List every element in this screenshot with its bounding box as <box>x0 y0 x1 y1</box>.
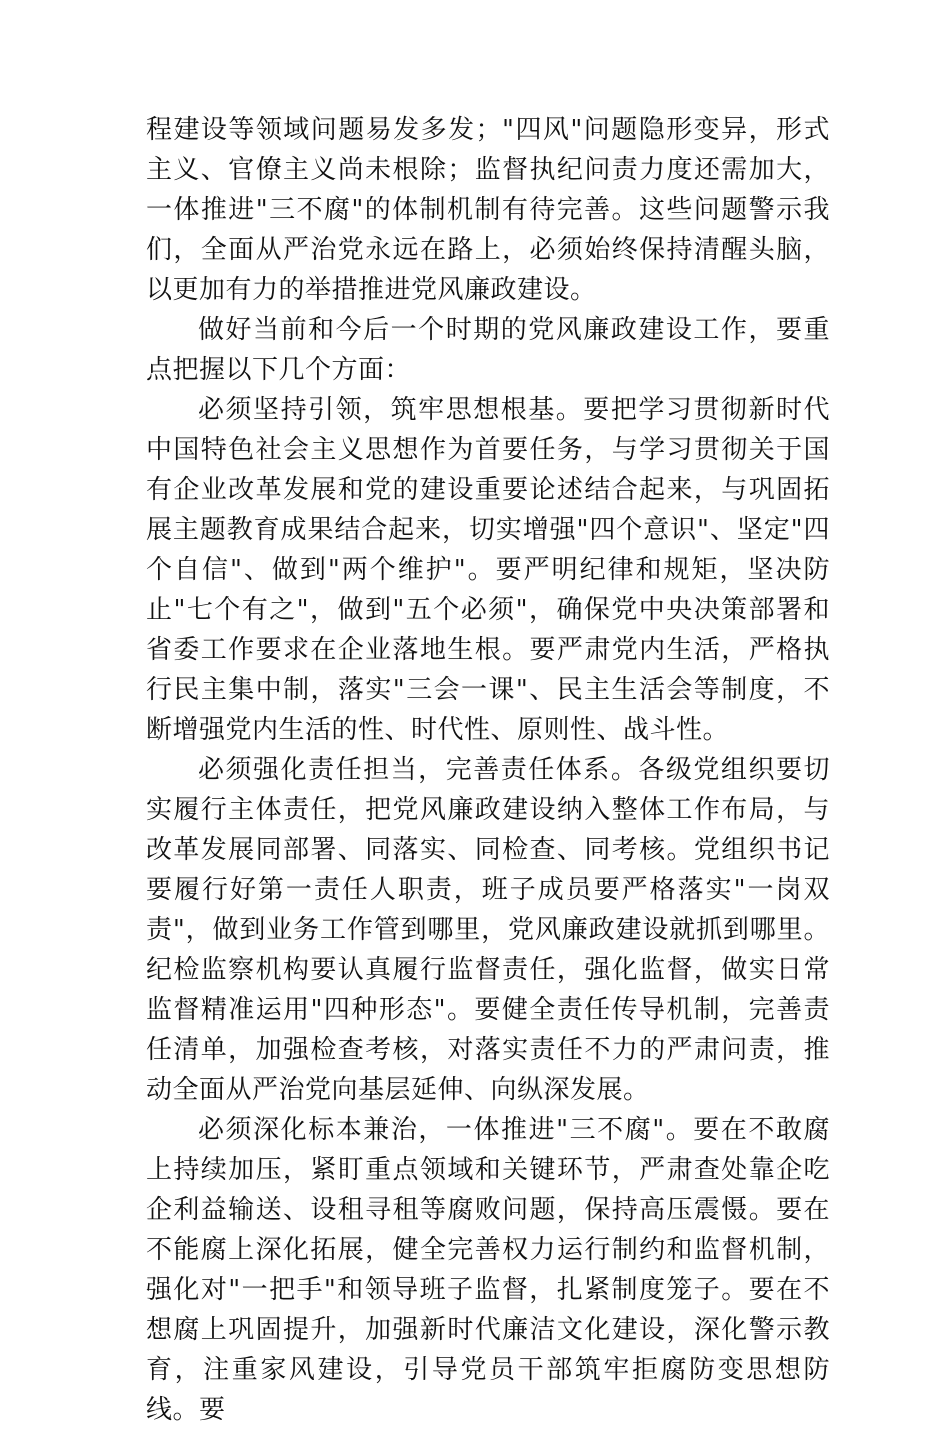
paragraph-guidance: 必须坚持引领，筑牢思想根基。要把学习贯彻新时代中国特色社会主义思想作为首要任务，与学习贯彻关于国有企业改革发展和党的建设重要论述结合起来，与巩固拓展主题教育成果结合起来，切实增强"四个意识"、坚定"四个自信"、做到"两个维护"。要严明纪律和规矩，坚决防止"七个有之"，做到"五个必须"，确保党中央决策部署和省委工作要求在企业落地生根。要严肃党内生活，严格执行民主集中制，落实"三会一课"、民主生活会等制度，不断增强党内生活的性、时代性、原则性、战斗性。 <box>146 395 830 745</box>
paragraph-continuation: 程建设等领域问题易发多发；"四风"问题隐形变异，形式主义、官僚主义尚未根除；监督执纪问责力度还需加大，一体推进"三不腐"的体制机制有待完善。这些问题警示我们，全面从严治党永远在路上，必须始终保持清醒头脑，以更加有力的举措推进党风廉政建设。 <box>146 115 830 305</box>
paragraph-three-no-corruption: 必须深化标本兼治，一体推进"三不腐"。要在不敢腐上持续加压，紧盯重点领域和关键环节，严肃查处靠企吃企利益输送、设租寻租等腐败问题，保持高压震慑。要在不能腐上深化拓展，健全完善权力运行制约和监督机制，强化对"一把手"和领导班子监督，扎紧制度笼子。要在不想腐上巩固提升，加强新时代廉洁文化建设，深化警示教育，注重家风建设，引导党员干部筑牢拒腐防变思想防线。要 <box>146 1115 830 1425</box>
paragraph-responsibility: 必须强化责任担当，完善责任体系。各级党组织要切实履行主体责任，把党风廉政建设纳入整体工作布局，与改革发展同部署、同落实、同检查、同考核。党组织书记要履行好第一责任人职责，班子成员要严格落实"一岗双责"，做到业务工作管到哪里，党风廉政建设就抓到哪里。纪检监察机构要认真履行监督责任，强化监督，做实日常监督精准运用"四种形态"。要健全责任传导机制，完善责任清单，加强检查考核，对落实责任不力的严肃问责，推动全面从严治党向基层延伸、向纵深发展。 <box>146 755 830 1105</box>
paragraph-focus-points: 做好当前和今后一个时期的党风廉政建设工作，要重点把握以下几个方面： <box>146 315 830 385</box>
document-page <box>146 110 830 1430</box>
